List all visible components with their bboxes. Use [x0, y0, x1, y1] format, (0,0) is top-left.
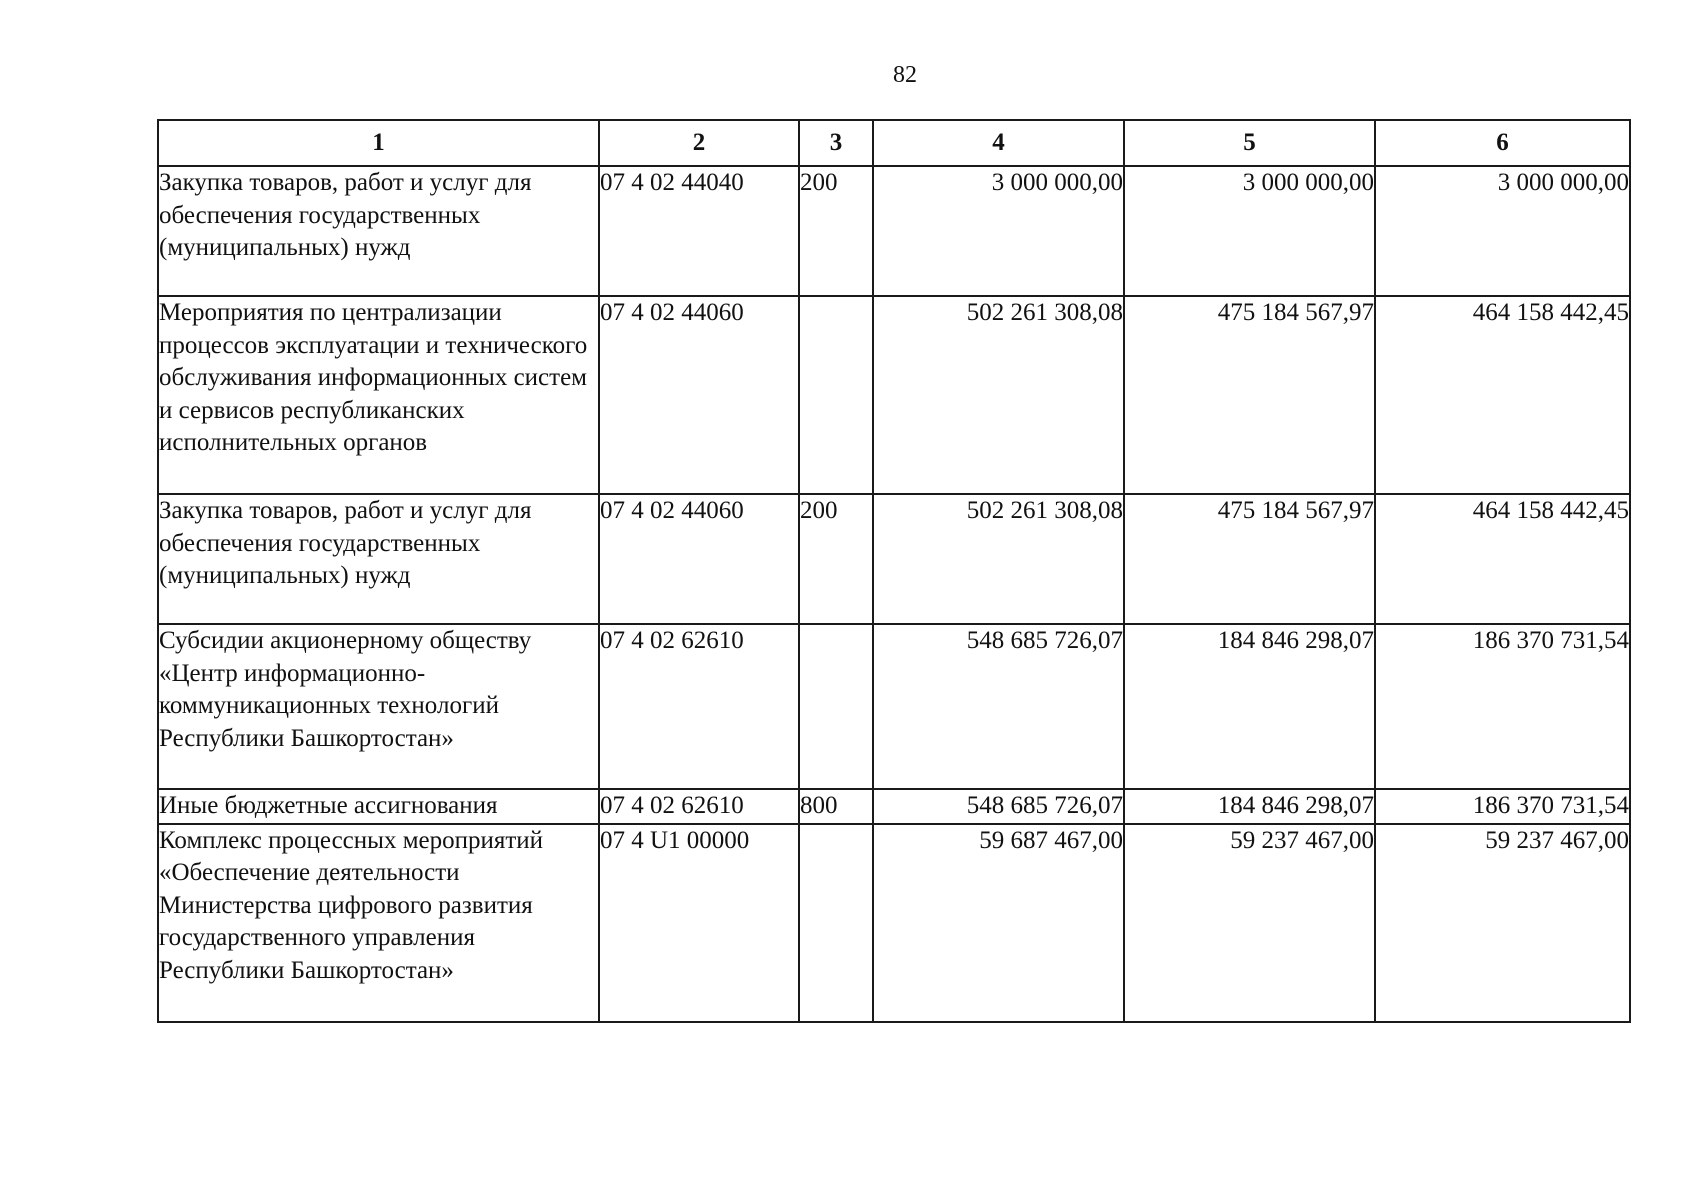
row-amount-5: 59 237 467,00 [1124, 824, 1375, 1022]
page-number: 82 [893, 62, 917, 88]
header-col-2: 2 [599, 120, 799, 166]
budget-table [157, 119, 1631, 1023]
row-expense-type [799, 824, 873, 1022]
row-code: 07 4 02 62610 [599, 624, 799, 789]
row-name: Субсидии акционерному обществу «Центр информационно-коммуникационных технологий Республики Башкортостан» [158, 624, 599, 789]
row-name: Иные бюджетные ассигнования [158, 789, 599, 824]
row-expense-type: 200 [799, 494, 873, 624]
row-amount-5: 184 846 298,07 [1124, 789, 1375, 824]
row-code: 07 4 02 44060 [599, 296, 799, 494]
row-amount-4: 502 261 308,08 [873, 296, 1124, 494]
table-header-row [158, 120, 1630, 166]
row-code: 07 4 02 44040 [599, 166, 799, 296]
row-amount-4: 502 261 308,08 [873, 494, 1124, 624]
row-code: 07 4 U1 00000 [599, 824, 799, 1022]
table-row [158, 494, 1630, 624]
table-row [158, 166, 1630, 296]
row-amount-6: 3 000 000,00 [1375, 166, 1630, 296]
row-name: Закупка товаров, работ и услуг для обеспечения государственных (муниципальных) нужд [158, 494, 599, 624]
row-amount-5: 184 846 298,07 [1124, 624, 1375, 789]
header-col-1: 1 [158, 120, 599, 166]
row-amount-5: 3 000 000,00 [1124, 166, 1375, 296]
table-row [158, 789, 1630, 824]
header-col-4: 4 [873, 120, 1124, 166]
row-name: Закупка товаров, работ и услуг для обеспечения государственных (муниципальных) нужд [158, 166, 599, 296]
row-expense-type [799, 624, 873, 789]
header-col-6: 6 [1375, 120, 1630, 166]
table-row [158, 824, 1630, 1022]
row-amount-6: 186 370 731,54 [1375, 624, 1630, 789]
row-amount-6: 59 237 467,00 [1375, 824, 1630, 1022]
row-amount-4: 548 685 726,07 [873, 789, 1124, 824]
row-expense-type: 200 [799, 166, 873, 296]
row-amount-6: 464 158 442,45 [1375, 296, 1630, 494]
table-row [158, 624, 1630, 789]
row-amount-4: 59 687 467,00 [873, 824, 1124, 1022]
row-code: 07 4 02 44060 [599, 494, 799, 624]
row-amount-5: 475 184 567,97 [1124, 296, 1375, 494]
row-amount-5: 475 184 567,97 [1124, 494, 1375, 624]
row-code: 07 4 02 62610 [599, 789, 799, 824]
header-col-5: 5 [1124, 120, 1375, 166]
row-name: Мероприятия по централизации процессов эксплуатации и технического обслуживания информационных систем и сервисов республиканских исполнительных органов [158, 296, 599, 494]
row-expense-type: 800 [799, 789, 873, 824]
row-amount-4: 3 000 000,00 [873, 166, 1124, 296]
row-amount-4: 548 685 726,07 [873, 624, 1124, 789]
row-name: Комплекс процессных мероприятий «Обеспечение деятельности Министерства цифрового развития государственного управления Республики Башкортостан» [158, 824, 599, 1022]
row-amount-6: 186 370 731,54 [1375, 789, 1630, 824]
row-amount-6: 464 158 442,45 [1375, 494, 1630, 624]
row-expense-type [799, 296, 873, 494]
header-col-3: 3 [799, 120, 873, 166]
table-row [158, 296, 1630, 494]
